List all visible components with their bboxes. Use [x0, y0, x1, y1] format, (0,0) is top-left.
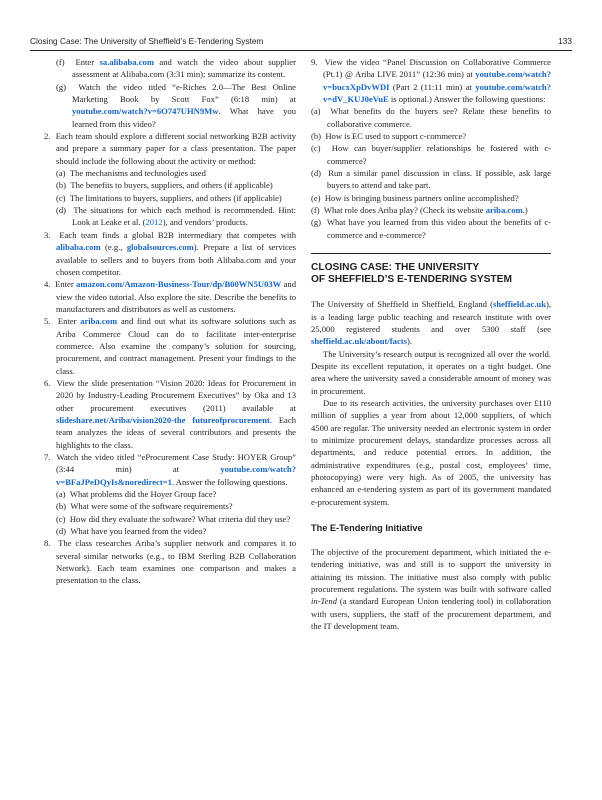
- software-name: in-Tend: [311, 596, 337, 607]
- item-9f-text-end: .): [522, 205, 528, 216]
- item-2c: (c) The limitations to buyers, suppliers, and others (if applicable): [56, 192, 282, 203]
- item-2a: (a) The mechanisms and technologies used: [56, 168, 206, 179]
- item-9e: (e) How is bringing business partners online accomplished?: [311, 192, 519, 203]
- question-7-text-end: . Answer the following questions.: [171, 476, 288, 487]
- question-6-text: 6. View the slide presentation “Vision 2020: Ideas for Procurement in 2020 by Industry-Leading Procurement Executives” by Oka and 13 other procurement executives (2011) available at: [44, 377, 296, 413]
- link-youtube-panel-pt2[interactable]: youtube.com/watch?v=dV_KUJ0eVuE: [323, 81, 551, 105]
- question-2-subitems: [44, 167, 296, 229]
- question-6: [44, 377, 296, 451]
- question-1-subitems: [44, 56, 296, 130]
- question-9: [311, 56, 551, 105]
- heading-gap: [311, 286, 551, 298]
- link-alibaba[interactable]: alibaba.com: [56, 242, 101, 253]
- link-youtube-panel-pt1[interactable]: youtube.com/watch?v=bucxXpDvWDI: [323, 69, 551, 92]
- item-9g: (g) What have you learned from this video about the benefits of c-commerce and e-commerce?: [311, 217, 551, 240]
- item-9b: (b) How is EC used to support c-commerce?: [311, 131, 467, 142]
- item-2d: [56, 204, 296, 229]
- link-youtube-erich[interactable]: youtube.com/watch?v=6O747UHN9Mw: [72, 106, 219, 117]
- section-divider: [311, 253, 551, 254]
- e-tendering-heading: The E-Tendering Initiative: [311, 523, 423, 533]
- question-7-text: 7. Watch the video titled “eProcurement Case Study: HOYER Group” (3:44 min) at: [44, 452, 296, 475]
- item-2d-text-end: ), and vendors’ products.: [162, 217, 248, 228]
- left-column: [44, 56, 296, 587]
- link-sheffield-facts[interactable]: sheffield.ac.uk/about/facts: [311, 336, 407, 347]
- item-9a: (a) What benefits do the buyers see? Relate these benefits to collaborative commerce.: [311, 106, 551, 129]
- closing-case-heading-line-2: OF SHEFFIELD’S E-TENDERING SYSTEM: [311, 274, 512, 286]
- citation-2012[interactable]: 2012: [145, 217, 163, 228]
- item-9f: [311, 204, 551, 216]
- question-4-text: 4. Enter: [44, 279, 77, 290]
- link-youtube-hoyer[interactable]: youtube.com/watch?v=BFaJPeDQyIs&noredirect=1: [56, 464, 296, 487]
- question-7: [44, 451, 296, 488]
- link-slideshare-vision2020[interactable]: slideshare.net/Ariba/vision2020-the futureofprocurement: [56, 414, 270, 425]
- item-1g-text: (g) Watch the video titled “e-Riches 2.0—The Best Online Marketing Book by Scott Fox” (6:18 min) at: [56, 81, 296, 105]
- item-7c: (c) How did they evaluate the software? What criteria did they use?: [56, 513, 291, 524]
- item-7d: (d) What have you learned from the video?: [56, 526, 207, 537]
- question-2: 2. Each team should explore a different social networking B2B activity and prepare a summary paper for a class presentation. The paper should include the following about the activity or method:: [44, 131, 296, 166]
- question-5: [44, 315, 296, 377]
- question-9-text: 9. View the video “Panel Discussion on Collaborative Commerce (Pt.1) @ Ariba LIVE 2011” (12:36 min) at: [311, 57, 551, 80]
- question-4: [44, 278, 296, 315]
- question-3-text: 3. Each team finds a global B2B intermediary that competes with: [44, 229, 296, 240]
- link-globalsources[interactable]: globalsources.com: [126, 242, 194, 253]
- question-3-text-end: ). Prepare a list of services available to sellers and to buyers from both Alibaba.com and your chosen competitor.: [56, 242, 297, 277]
- link-sheffield[interactable]: sheffield.ac.uk: [492, 299, 546, 310]
- item-7b: (b) What were some of the software requirements?: [56, 501, 233, 512]
- right-column: [311, 56, 551, 632]
- question-9-text-end: is optional.) Answer the following questions:: [388, 94, 546, 105]
- case-paragraph-1-text-mid: ), is a leading large public teaching and research institute with over 25,000 registered students and over 5300 staff (see: [311, 299, 551, 334]
- case-paragraph-1-text-end: ).: [406, 336, 412, 347]
- item-1g-text-end: . What have you learned from this video?: [72, 106, 296, 129]
- closing-case-heading: [311, 262, 551, 286]
- question-8: 8. The class researches Ariba’s supplier network and compares it to several similar networks (e.g., to IBM Sterling B2B Collaboration Network). Each team examines one comparison and makes a presentation to the class.: [44, 538, 296, 586]
- item-1f-text-end: and watch the video about supplier assessment at Alibaba.com (3:31 min); summarize its content.: [72, 57, 296, 80]
- case-paragraph-4-text-end: (a standard European Union tendering tool) in collaboration with users, suppliers, the staff of the procurement department, and the IT development team.: [311, 596, 551, 632]
- question-7-subitems: [44, 488, 296, 537]
- closing-case-heading-line-1: CLOSING CASE: THE UNIVERSITY: [311, 262, 480, 274]
- page-header: [30, 28, 572, 51]
- question-9-text-mid: (Part 2 (11:11 min) at: [389, 81, 476, 92]
- question-6-text-end: . Each team analyzes the ideas of several contributors and presents the highlights to the class.: [56, 414, 296, 450]
- item-1f-text: (f) Enter: [56, 57, 100, 67]
- case-paragraph-1-text: The University of Sheffield in Sheffield, England (: [311, 299, 493, 310]
- link-ariba-website[interactable]: ariba.com: [485, 205, 523, 216]
- question-5-text: 5. Enter: [44, 316, 81, 327]
- page-number: 133: [558, 36, 572, 46]
- case-paragraph-4-text: The objective of the procurement department, which initiated the e-tendering initiative, was and still is to support the university in attaining its mission. The initiative must also comply with public procurement regulations. The system was built with software called: [311, 547, 551, 595]
- item-2b: (b) The benefits to buyers, suppliers, and others (if applicable): [56, 180, 273, 191]
- case-paragraph-3: Due to its research activities, the university purchases over £110 million of supplies a year from about 12,000 suppliers, of which 4500 are regular. The university needed an electronic system in order to minimize procurement delays, standardize processes across all departments, and reduce potential errors. In addition, the administrative expenditures (e.g., postal cost, employees’ time, photocopying) were very high. As of 2005, the university has enhanced an e-tendering system as part of its government mandated e-procurement system.: [311, 397, 551, 507]
- link-ariba[interactable]: ariba.com: [80, 316, 118, 327]
- link-amazon-business-tour[interactable]: amazon.com/Amazon-Business-Tour/dp/B00WN5U03W: [76, 279, 282, 290]
- item-9d: (d) Run a similar panel discussion in class. If possible, ask large buyers to attend and take part.: [311, 168, 551, 191]
- running-title: Closing Case: The University of Sheffield’s E-Tendering System: [30, 36, 264, 46]
- link-sa-alibaba[interactable]: sa.alibaba.com: [99, 57, 154, 67]
- item-1f: [56, 56, 296, 81]
- question-4-text-end: and view the video tutorial. Also explore the site. Describe the benefits to manufacturers and distributors as well as customers.: [56, 279, 296, 314]
- item-7a: (a) What problems did the Hoyer Group face?: [56, 489, 217, 500]
- question-9-subitems: [311, 105, 551, 241]
- case-paragraph-1: [311, 298, 551, 347]
- item-9c: (c) How can buyer/supplier relationships be fostered with c-commerce?: [311, 143, 551, 166]
- question-5-text-end: and find out what its software solutions such as Ariba Commerce Cloud can do to facilitate inter-enterprise commerce. Also examine the company’s solution for sourcing, procurement, and contract management. Present your findings to the class.: [56, 316, 296, 376]
- case-paragraph-4: [311, 546, 551, 632]
- item-1g: [56, 81, 296, 130]
- question-3-text-mid: (e.g.,: [100, 242, 127, 253]
- case-paragraph-2: The University’s research output is recognized all over the world. Despite its excellent reputation, it operates on a tight budget. One area where the university saved a considerable amount of money was in procurement.: [311, 348, 551, 396]
- item-2d-text: (d) The situations for which each method is recommended. Hint: Look at Leake et al. (: [56, 205, 296, 228]
- question-3: [44, 229, 296, 278]
- item-9f-text: (f) What role does Ariba play? (Check its website: [311, 205, 486, 216]
